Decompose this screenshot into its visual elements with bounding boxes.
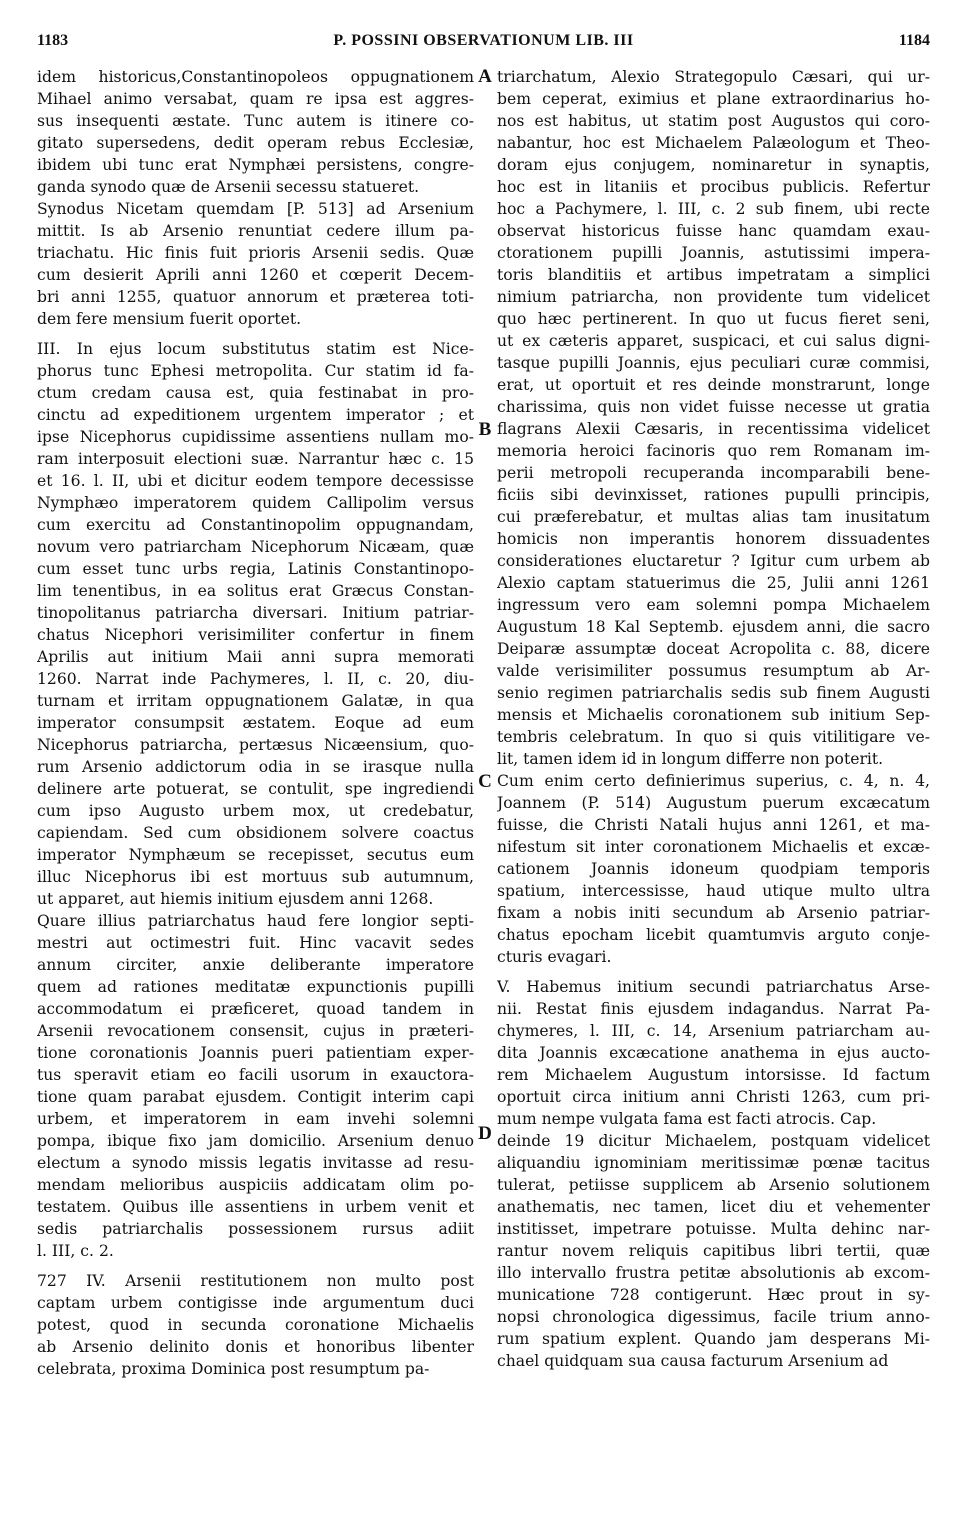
text-line: doram ejus conjugem, nominaretur in synaptis, (497, 156, 930, 174)
text-line: nabantur, hoc est Michaelem Palæologum et Theo- (497, 134, 930, 152)
text-line: oportuit circa initium anni Christi 1263, cum pri- (497, 1088, 930, 1106)
text-line: Joannem (P. 514) Augustum puerum excæcatum (497, 794, 930, 812)
right-page-number: 1184 (898, 32, 930, 49)
text-line: ram interposuit electioni suæ. Narrantur hæc c. 15 (37, 450, 474, 468)
text-line: Augustum 18 Kal Septemb. ejusdem anni, die sacro (497, 618, 930, 636)
text-line: mendam melioribus auspiciis addicatam olim po- (37, 1176, 474, 1194)
running-header (37, 32, 930, 54)
text-line: 1260. Narrat inde Pachymeres, l. II, c. 20, diu- (37, 670, 474, 688)
text-line: tasque pupilli Joannis, ejus peculiari curæ commisi, (497, 354, 930, 372)
text-line: cturis evagari. (497, 948, 612, 966)
text-line: captam urbem contigisse inde argumentum duci (37, 1294, 474, 1312)
text-line: nimium patriarcha, non providente tum videlicet (497, 288, 930, 306)
text-line: erat, ut oportuit et res deinde monstrarunt, longe (497, 376, 930, 394)
text-line: spatium, intercessisse, haud utique multo ultra (497, 882, 930, 900)
text-line: memoria heroici facinoris quo rem Romanam im- (497, 442, 930, 460)
text-line: et 16. l. II, ubi et dicitur eodem tempore decessisse (37, 472, 474, 490)
text-line: quo hæc pertinerent. In quo ut fucus fieret seni, (497, 310, 930, 328)
text-line: Arsenii revocationem consensit, cujus in præteri- (37, 1022, 474, 1040)
text-line: 727 IV. Arsenii restitutionem non multo post (37, 1272, 474, 1290)
text-line: ctorationem pupilli Joannis, astutissimi impera- (497, 244, 930, 262)
left-page-number: 1183 (37, 32, 69, 49)
text-line: Nymphæo imperatorem quidem Callipolim versus (37, 494, 474, 512)
text-line: Deiparæ assumptæ doceat Acropolita c. 88, dicere (497, 640, 930, 658)
text-line: nifestum sit inter coronationem Michaelis et excæ- (497, 838, 930, 856)
text-line: pompa, ibique fixo jam domicilio. Arsenium denuo (37, 1132, 474, 1150)
text-line: rum spatium explent. Quando jam desperans Mi- (497, 1330, 930, 1348)
text-line: triachatu. Hic finis fuit prioris Arsenii sedis. Quæ (37, 244, 474, 262)
text-line: triarchatum, Alexio Strategopulo Cæsari, qui ur- (497, 68, 930, 86)
margin-letter-b: B (478, 419, 492, 440)
text-line: chatus epocham licebit quamtumvis arguto conje- (497, 926, 930, 944)
text-line: cinctu ad expeditionem urgentem imperator ; et (37, 406, 474, 424)
text-line: celebrata, proxima Dominica post resumptum pa- (37, 1360, 430, 1378)
text-line: rantur novem reliquis capitibus libri tertii, quæ (497, 1242, 930, 1260)
text-line: deinde 19 dicitur Michaelem, postquam videlicet (497, 1132, 930, 1150)
text-line: hoc a Pachymere, l. III, c. 2 sub finem, ubi recte (497, 200, 930, 218)
paragraph-gap (37, 330, 474, 338)
text-line: aliquandiu ignominiam meritissimæ pœnæ tacitus (497, 1154, 930, 1172)
text-line: urbem, et imperatorem in eam invehi solemni (37, 1110, 474, 1128)
text-line: lit, tamen idem id in longum differre non poterit. (497, 750, 884, 768)
text-line: ingressum vero eam solemni pompa Michaelem (497, 596, 930, 614)
text-line: mestri aut octimestri fuit. Hinc vacavit sedes (37, 934, 474, 952)
text-line: sedis patriarchalis possessionem rursus adiit (37, 1220, 474, 1238)
text-line: V. Habemus initium secundi patriarchatus Arse- (497, 978, 930, 996)
text-line: electum a synodo missis legatis invitasse ad resu- (37, 1154, 474, 1172)
text-line: institisset, impetrare potuisse. Multa dehinc nar- (497, 1220, 930, 1238)
text-line: perii metropoli recuperanda incomparabili bene- (497, 464, 930, 482)
margin-letter-a: A (478, 66, 492, 87)
text-line: cum desierit Aprili anni 1260 et cœperit Decem- (37, 266, 474, 284)
text-line: dita Joannis excæcatione anathema in ejus aucto- (497, 1044, 930, 1062)
text-line: cum esset tunc urbs regia, Latinis Constantinopo- (37, 560, 474, 578)
text-line: hoc est in litaniis et procibus publicis. Refertur (497, 178, 930, 196)
text-line: nopsi chronologica digessimus, facile trium anno- (497, 1308, 930, 1326)
text-line: accommodatum ei præficeret, quoad tandem in (37, 1000, 474, 1018)
text-line: ficiis sibi devinxisset, rationes pupulli principis, (497, 486, 930, 504)
text-line: mittit. Is ab Arsenio renuntiat cedere illum pa- (37, 222, 474, 240)
text-line: senio regimen patriarchalis sedis sub finem Augusti (497, 684, 930, 702)
text-line: Nicephorus patriarcha, pertæsus Nicæensium, quo- (37, 736, 474, 754)
text-line: chael quidquam sua causa facturum Arsenium ad (497, 1352, 889, 1370)
text-line: sus insequenti æstate. Tunc autem is itinere co- (37, 112, 474, 130)
text-line: Quare illius patriarchatus haud fere longior septi- (37, 912, 474, 930)
paragraph-gap (497, 968, 930, 976)
text-line: fixam a nobis initi secundum ab Arsenio patriar- (497, 904, 930, 922)
text-line: dem fere mensium fuerit oportet. (37, 310, 302, 328)
text-line: bri anni 1255, quatuor annorum et præterea toti- (37, 288, 474, 306)
text-line: cui præferebatur, et multas alias tam inusitatum (497, 508, 930, 526)
text-line: chymeres, l. III, c. 14, Arsenium patriarcham au- (497, 1022, 930, 1040)
text-line: lim tenentibus, in ea solitus erat Græcus Constan- (37, 582, 474, 600)
text-line: turnam et irritam oppugnationem Galatæ, in qua (37, 692, 474, 710)
text-line: testatem. Quibus ille assentiens in urbem venit et (37, 1198, 474, 1216)
text-line: tembris celebratum. In quo si quis vitilitigare ve- (497, 728, 930, 746)
text-line: observat historicus fuisse hanc quamdam exau- (497, 222, 930, 240)
text-line: valde verisimiliter possumus resumptum ab Ar- (497, 662, 930, 680)
text-line: cationem Joannis idoneum quodpiam temporis (497, 860, 930, 878)
running-title: P. POSSINI OBSERVATIONUM LIB. III (333, 32, 634, 49)
text-line: fuisse, die Christi Natali hujus anni 1261, et ma- (497, 816, 930, 834)
right-text-column (497, 66, 930, 1372)
text-line: tione quam parabat ejusdem. Contigit interim capi (37, 1088, 474, 1106)
text-line: III. In ejus locum substitutus statim est Nice- (37, 340, 474, 358)
margin-letter-d: D (478, 1123, 492, 1144)
text-line: rem Michaelem Augustum intorsisse. Id factum (497, 1066, 930, 1084)
text-line: ganda synodo quæ de Arsenii secessu statueret. (37, 178, 420, 196)
text-line: Cum enim certo definierimus superius, c. 4, n. 4, (497, 772, 930, 790)
text-line: idem historicus,Constantinopoleos oppugnationem (37, 68, 474, 86)
text-line: mum nempe vulgata fama est facti atrocis. Cap. (497, 1110, 877, 1128)
text-line: cum exercitu ad Constantinopolim oppugnandam, (37, 516, 474, 534)
text-line: annum circiter, anxie deliberante imperatore (37, 956, 474, 974)
text-line: delinere arte potuerat, se contulit, spe ingrediendi (37, 780, 474, 798)
text-line: imperator Nymphæum se recepisset, secutus eum (37, 846, 474, 864)
text-line: ab Arsenio delinito donis et honoribus libenter (37, 1338, 474, 1356)
text-line: mensis et Michaelis coronationem sub initium Sep- (497, 706, 930, 724)
text-line: municatione 728 contigerunt. Hæc prout in sy- (497, 1286, 930, 1304)
text-line: capiendam. Sed cum obsidionem solvere coactus (37, 824, 474, 842)
text-line: tione coronationis Joannis pueri patientiam exper- (37, 1044, 474, 1062)
text-line: flagrans Alexii Cæsaris, in recentissima videlicet (497, 420, 930, 438)
text-line: homicis non imperantis honorem dissuadentes (497, 530, 930, 548)
text-line: anathematis, nec tamen, licet diu et vehementer (497, 1198, 930, 1216)
text-line: ibidem ubi tunc erat Nymphæi persistens, congre- (37, 156, 474, 174)
text-line: Alexio captam statuerimus die 25, Julii anni 1261 (497, 574, 930, 592)
text-line: tus speravit etiam eo facili usorum in exauctora- (37, 1066, 474, 1084)
text-line: chatus Nicephori verisimiliter confertur in finem (37, 626, 474, 644)
text-line: toris blanditiis et artibus impetratam a simplici (497, 266, 930, 284)
text-line: ut apparet, aut hiemis initium ejusdem anni 1268. (37, 890, 434, 908)
text-line: l. III, c. 2. (37, 1242, 114, 1260)
text-line: rum Arsenio addictorum odia in se irasque nulla (37, 758, 474, 776)
text-line: illuc Nicephorus ibi est mortuus sub autumnum, (37, 868, 474, 886)
text-line: tinopolitanus patriarcha diversari. Initium patriar- (37, 604, 474, 622)
text-line: ut ex cæteris apparet, suspicaci, et cui salus digni- (497, 332, 930, 350)
margin-letter-c: C (478, 771, 492, 792)
text-line: Aprilis aut initium Maii anni supra memorati (37, 648, 474, 666)
text-line: potest, quod in secunda coronatione Michaelis (37, 1316, 474, 1334)
text-line: imperator consumpsit æstatem. Eoque ad eum (37, 714, 474, 732)
text-line: Mihael animo versabat, quam re ipsa est aggres- (37, 90, 474, 108)
text-line: cum ipso Augusto urbem mox, ut credebatur, (37, 802, 474, 820)
text-line: nos est habitus, ut statim post Augustos qui coro- (497, 112, 930, 130)
text-line: illo intervallo frustra petitæ absolutionis ab excom- (497, 1264, 930, 1282)
text-line: Synodus Nicetam quemdam [P. 513] ad Arsenium (37, 200, 474, 218)
text-line: considerationes eluctaretur ? Igitur cum urbem ab (497, 552, 930, 570)
text-line: bem ceperat, eximius et plane extraordinarius ho- (497, 90, 930, 108)
text-line: gitato supersedens, dedit operam rebus Ecclesiæ, (37, 134, 474, 152)
paragraph-gap (37, 1262, 474, 1270)
text-line: novum vero patriarcham Nicephorum Nicæam, quæ (37, 538, 474, 556)
text-line: tulerat, petiisse supplicem ab Arsenio solutionem (497, 1176, 930, 1194)
text-line: charissima, quis non videt fuisse necesse ut gratia (497, 398, 930, 416)
text-line: phorus tunc Ephesi metropolita. Cur statim id fa- (37, 362, 474, 380)
left-text-column (37, 66, 474, 1380)
text-line: ctum credam causa est, quia festinabat in pro- (37, 384, 474, 402)
text-line: ipse Nicephorus cupidissime assentiens nullam mo- (37, 428, 474, 446)
text-line: nii. Restat finis ejusdem indagandus. Narrat Pa- (497, 1000, 930, 1018)
text-line: quem ad rationes meditatæ expunctionis pupilli (37, 978, 474, 996)
